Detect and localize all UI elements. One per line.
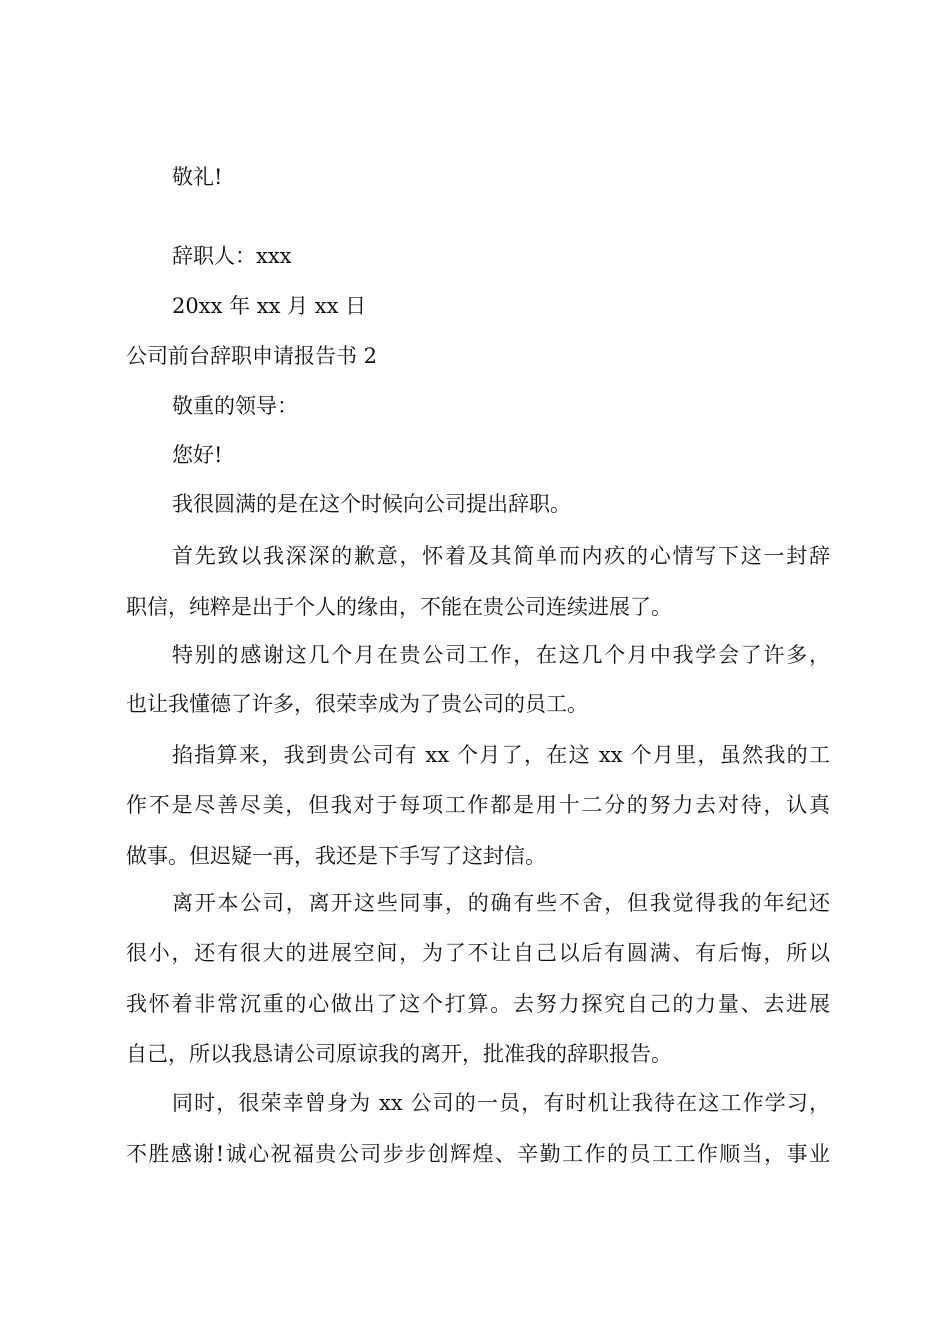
body-line: 我怀着非常沉重的心做出了这个打算。去努力探究自己的力量、去进展 bbox=[126, 992, 830, 1016]
body-line: 做事。但迟疑一再，我还是下手写了这封信。 bbox=[126, 844, 546, 868]
body-line: 也让我懂德了许多，很荣幸成为了贵公司的员工。 bbox=[126, 692, 588, 716]
closing-salute: 敬礼! bbox=[172, 165, 223, 189]
body-line: 掐指算来，我到贵公司有 xx 个月了，在这 xx 个月里，虽然我的工 bbox=[172, 743, 830, 767]
body-line: 不胜感谢!诚心祝福贵公司步步创辉煌、辛勤工作的员工工作顺当，事业 bbox=[126, 1142, 830, 1166]
body-line: 自己，所以我恳请公司原谅我的离开，批准我的辞职报告。 bbox=[126, 1042, 672, 1066]
letter-title: 公司前台辞职申请报告书 2 bbox=[126, 344, 378, 368]
greeting: 敬重的领导： bbox=[172, 394, 298, 418]
body-line: 离开本公司，离开这些同事，的确有些不舍，但我觉得我的年纪还 bbox=[172, 891, 830, 915]
body-line: 同时，很荣幸曾身为 xx 公司的一员，有时机让我待在这工作学习， bbox=[172, 1091, 830, 1115]
signer-line: 辞职人：xxx bbox=[172, 244, 292, 268]
date-line: 20xx 年 xx 月 xx 日 bbox=[172, 294, 367, 318]
body-line: 作不是尽善尽美，但我对于每项工作都是用十二分的努力去对待，认真 bbox=[126, 793, 830, 817]
hello-line: 您好! bbox=[172, 443, 223, 467]
body-line: 很小，还有很大的进展空间，为了不让自己以后有圆满、有后悔，所以 bbox=[126, 941, 830, 965]
body-line: 我很圆满的是在这个时候向公司提出辞职。 bbox=[172, 492, 571, 516]
body-line: 职信，纯粹是出于个人的缘由，不能在贵公司连续进展了。 bbox=[126, 595, 672, 619]
body-line: 特别的感谢这几个月在贵公司工作，在这几个月中我学会了许多， bbox=[172, 643, 830, 667]
body-line: 首先致以我深深的歉意，怀着及其简单而内疚的心情写下这一封辞 bbox=[172, 544, 830, 568]
